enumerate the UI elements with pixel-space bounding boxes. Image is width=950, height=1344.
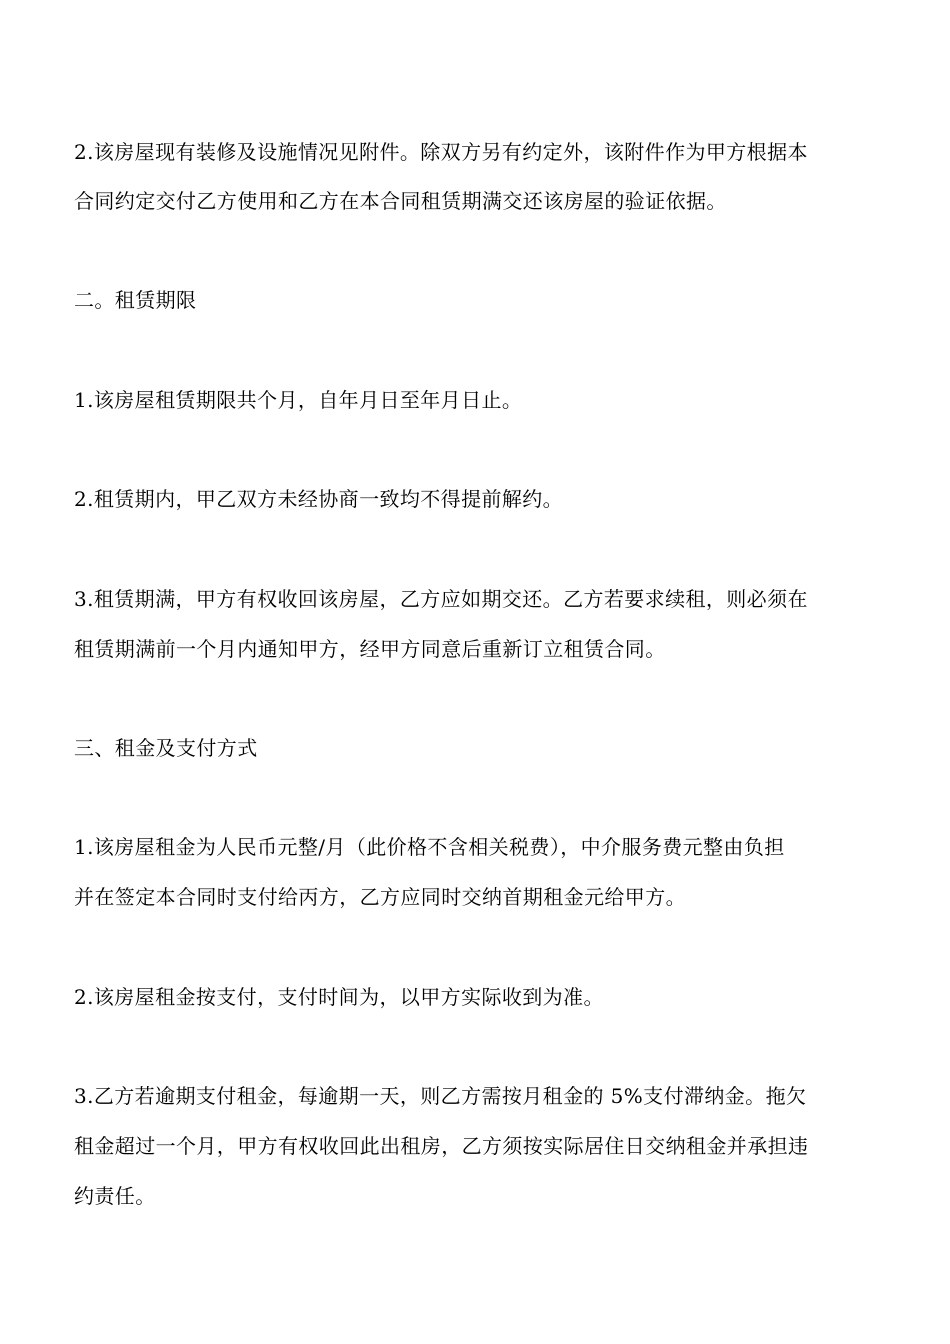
rent-clause-1-line-1: 1.该房屋租金为人民币元整/月（此价格不含相关税费），中介服务费元整由负担 — [74, 835, 785, 859]
term-clause-3-line-2: 租赁期满前一个月内通知甲方，经甲方同意后重新订立租赁合同。 — [74, 637, 666, 661]
term-clause-1: 1.该房屋租赁期限共个月，自年月日至年月日止。 — [74, 388, 523, 412]
rent-clause-3-line-3: 约责任。 — [74, 1184, 156, 1208]
rent-clause-2: 2.该房屋租金按支付，支付时间为，以甲方实际收到为准。 — [74, 985, 604, 1009]
term-clause-3-line-1: 3.租赁期满，甲方有权收回该房屋，乙方应如期交还。乙方若要求续租，则必须在 — [74, 587, 808, 611]
rent-clause-3-line-2: 租金超过一个月，甲方有权收回此出租房，乙方须按实际居住日交纳租金并承担违 — [74, 1134, 809, 1158]
clause-2-line-2: 合同约定交付乙方使用和乙方在本合同租赁期满交还该房屋的验证依据。 — [74, 189, 727, 213]
rent-clause-3-line-1: 3.乙方若逾期支付租金，每逾期一天，则乙方需按月租金的 5%支付滞纳金。拖欠 — [74, 1084, 807, 1108]
rent-clause-1-line-2: 并在签定本合同时支付给丙方，乙方应同时交纳首期租金元给甲方。 — [74, 885, 686, 909]
term-clause-2: 2.租赁期内，甲乙双方未经协商一致均不得提前解约。 — [74, 487, 564, 511]
clause-2-line-1: 2.该房屋现有装修及设施情况见附件。除双方另有约定外，该附件作为甲方根据本 — [74, 140, 808, 164]
section-heading-rent-payment: 三、租金及支付方式 — [74, 736, 258, 760]
section-heading-lease-term: 二。租赁期限 — [74, 288, 197, 312]
